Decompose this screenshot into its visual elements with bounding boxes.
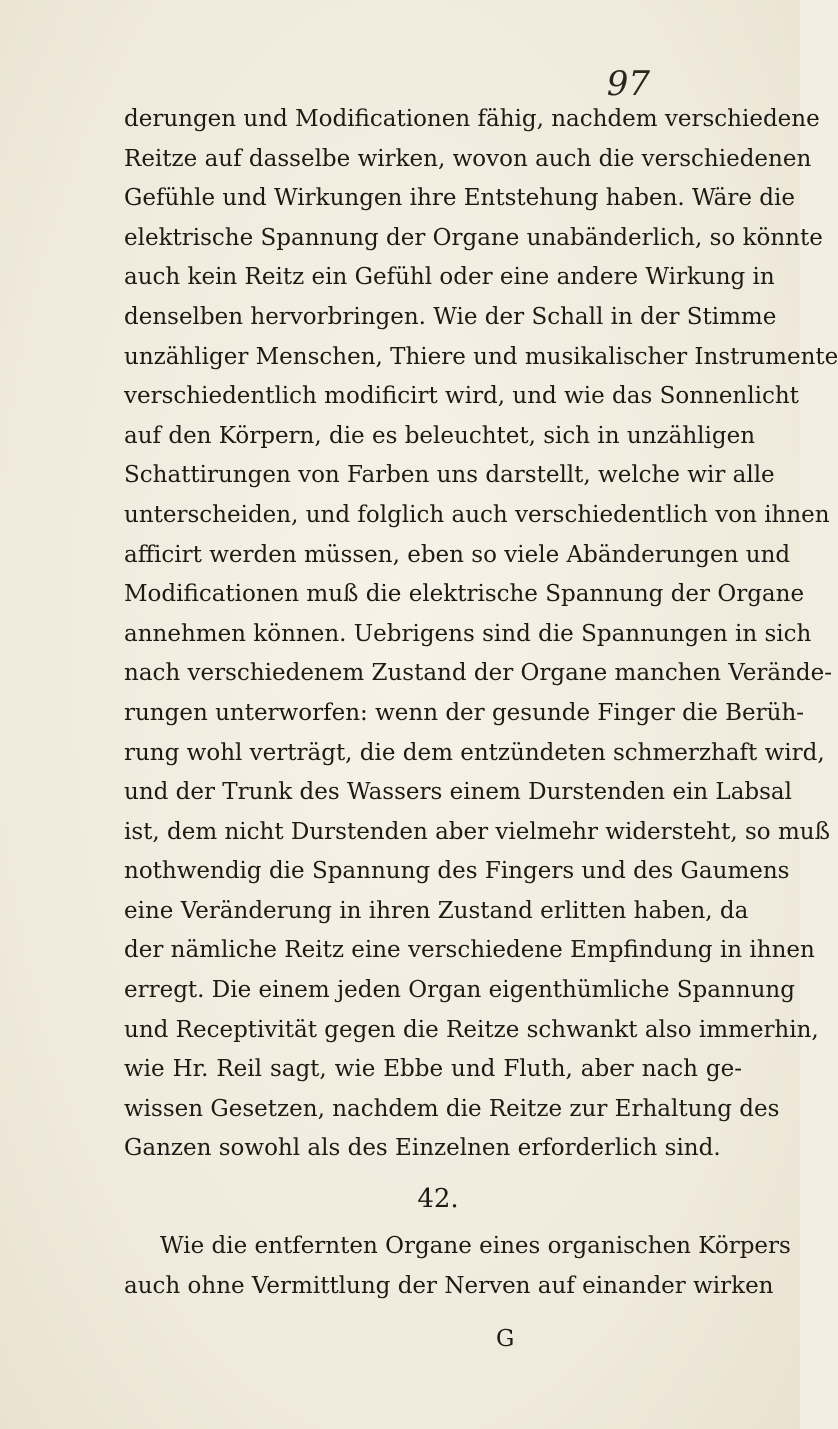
text-line: und Receptivität gegen die Reitze schwankt also immerhin, [124, 1016, 819, 1043]
text-line: Wie die entfernten Organe eines organischen Körpers [160, 1233, 791, 1260]
text-line: der nämliche Reitz eine verschiedene Empfindung in ihnen [124, 937, 815, 964]
text-line: nothwendig die Spannung des Fingers und des Gaumens [124, 858, 790, 885]
text-line: nach verschiedenem Zustand der Organe manchen Verände- [124, 660, 833, 687]
text-line: verschiedentlich modificirt wird, und wie das Sonnenlicht [124, 383, 799, 410]
signature-mark: G [496, 1326, 515, 1352]
paragraph-2 [124, 1227, 791, 1306]
text-line: Schattirungen von Farben uns darstellt, welche wir alle [124, 462, 775, 489]
text-line: Gefühle und Wirkungen ihre Entstehung haben. Wäre die [124, 185, 795, 212]
body-text [124, 100, 838, 1306]
paragraph-1 [124, 100, 838, 1169]
text-line: rung wohl verträgt, die dem entzündeten schmerzhaft wird, [124, 739, 825, 766]
text-line: auch kein Reitz ein Gefühl oder eine andere Wirkung in [124, 264, 775, 291]
text-line: Ganzen sowohl als des Einzelnen erforderlich sind. [124, 1135, 721, 1162]
text-line: und der Trunk des Wassers einem Durstenden ein Labsal [124, 779, 792, 806]
text-line: unzähliger Menschen, Thiere und musikalischer Instrumente [124, 343, 838, 370]
page-number: 97 [606, 64, 650, 104]
text-line: auf den Körpern, die es beleuchtet, sich in unzähligen [124, 422, 756, 449]
text-line: rungen unterworfen: wenn der gesunde Finger die Berüh- [124, 699, 805, 726]
section-number: 42. [417, 1184, 459, 1215]
text-line: Reitze auf dasselbe wirken, wovon auch die verschiedenen [124, 145, 812, 172]
text-line: auch ohne Vermittlung der Nerven auf einander wirken [124, 1272, 774, 1299]
text-line: elektrische Spannung der Organe unabänderlich, so könnte [124, 224, 823, 251]
text-line: ist, dem nicht Durstenden aber vielmehr widersteht, so muß [124, 818, 830, 845]
text-line: wie Hr. Reil sagt, wie Ebbe und Fluth, aber nach ge- [124, 1056, 742, 1083]
text-line: eine Veränderung in ihren Zustand erlitten haben, da [124, 897, 749, 924]
text-line: erregt. Die einem jeden Organ eigenthümliche Spannung [124, 977, 795, 1004]
text-line: derungen und Modificationen fähig, nachdem verschiedene [124, 106, 820, 132]
text-line: wissen Gesetzen, nachdem die Reitze zur Erhaltung des [124, 1095, 780, 1122]
text-line: denselben hervorbringen. Wie der Schall in der Stimme [124, 303, 777, 330]
text-line: annehmen können. Uebrigens sind die Spannungen in sich [124, 620, 812, 647]
text-line: unterscheiden, und folglich auch verschiedentlich von ihnen [124, 501, 830, 528]
text-line: Modificationen muß die elektrische Spannung der Organe [124, 581, 805, 608]
text-line: afficirt werden müssen, eben so viele Abänderungen und [124, 541, 791, 568]
